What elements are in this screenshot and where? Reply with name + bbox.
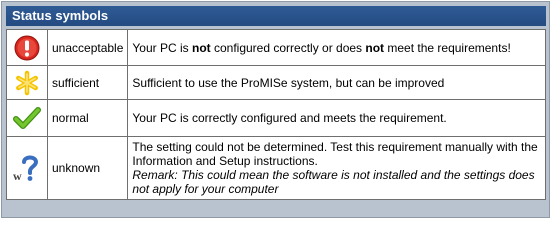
description-text: The setting could not be determined. Test this requirement manually with the Information and Setup instructions.	[132, 140, 538, 168]
status-name: sufficient	[48, 66, 128, 100]
panel-title: Status symbols	[6, 6, 546, 26]
table-row-unknown	[7, 137, 546, 200]
status-name: unknown	[48, 137, 128, 200]
table-row-sufficient	[7, 66, 546, 100]
checkmark-icon	[13, 105, 41, 131]
svg-text:w: w	[13, 169, 22, 183]
question-mark-icon	[13, 153, 41, 183]
exclamation-error-icon	[14, 35, 40, 61]
status-description: Your PC is correctly configured and meets the requirement.	[128, 100, 546, 137]
asterisk-warning-icon	[14, 70, 40, 96]
status-description	[128, 137, 546, 200]
status-name: normal	[48, 100, 128, 137]
status-symbols-panel	[1, 1, 550, 218]
status-name: unacceptable	[48, 30, 128, 66]
remark-text: Remark: This could mean the software is not installed and the settings does not apply for your computer	[132, 168, 535, 196]
status-description: Sufficient to use the ProMISe system, but can be improved	[128, 66, 546, 100]
status-symbols-table	[6, 29, 546, 200]
table-row-normal	[7, 100, 546, 137]
table-row-unacceptable	[7, 30, 546, 66]
status-description: Your PC is not configured correctly or does not meet the requirements!	[128, 30, 546, 66]
